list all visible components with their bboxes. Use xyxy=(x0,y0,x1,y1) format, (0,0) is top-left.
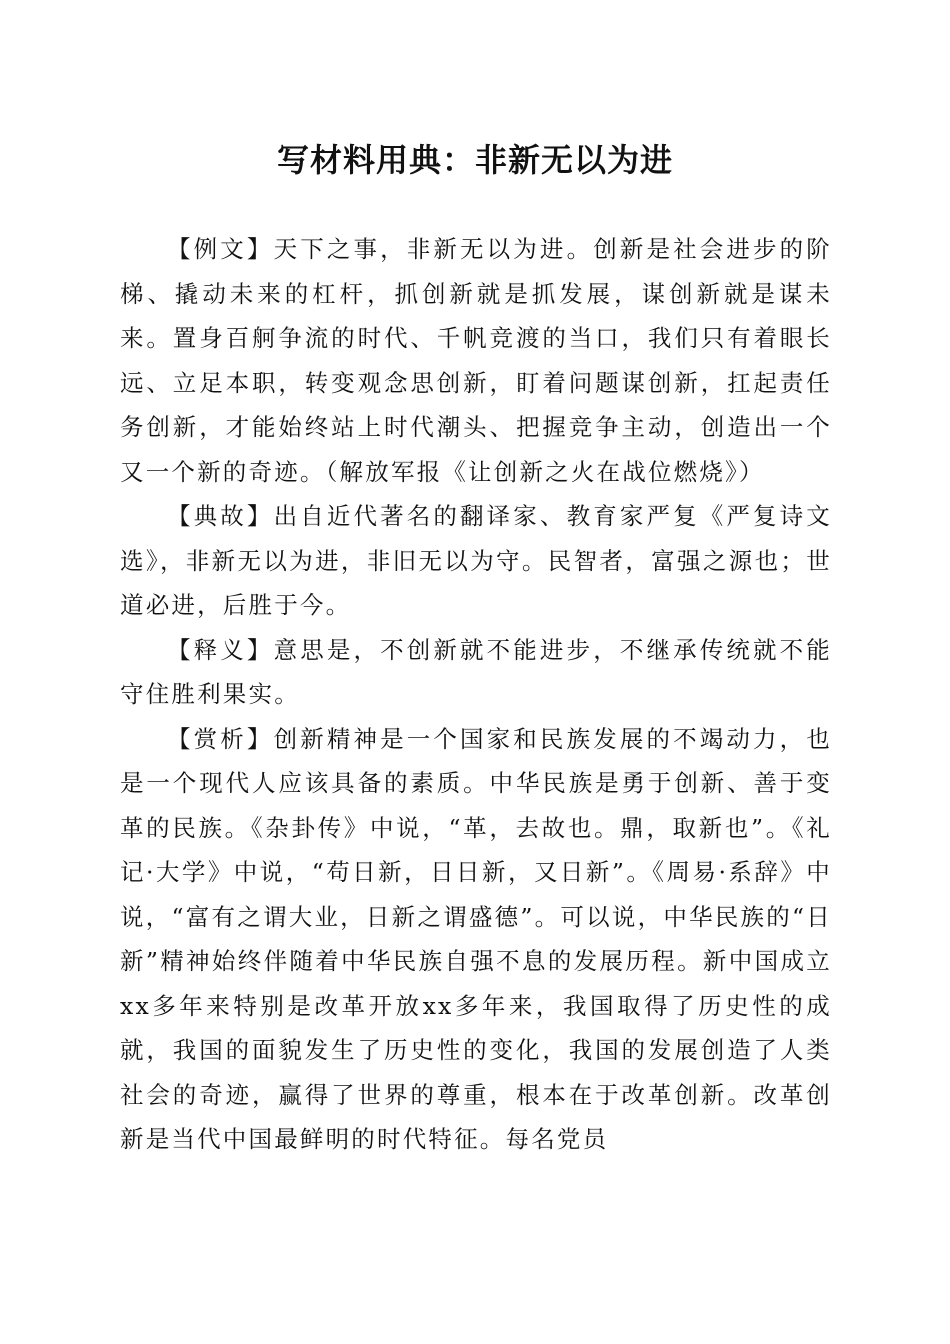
document-body xyxy=(120,227,832,1162)
paragraph-text: 天下之事，非新无以为进。创新是社会进步的阶梯、撬动未来的杠杆，抓创新就是抓发展，谋创新就是谋未来。置身百舸争流的时代、千帆竞渡的当口，我们只有着眼长远、立足本职，转变观念思创新，盯着问题谋创新，扛起责任务创新，才能始终站上时代潮头、把握竞争主动，创造出一个又一个新的奇迹。（解放军报《让创新之火在战位燃烧》） xyxy=(120,235,832,486)
paragraph-tag: 【典故】 xyxy=(167,502,274,530)
paragraph-text: 意思是，不创新就不能进步，不继承传统就不能守住胜利果实。 xyxy=(120,635,832,708)
paragraph-text: 创新精神是一个国家和民族发展的不竭动力，也是一个现代人应该具备的素质。中华民族是勇于创新、善于变革的民族。《杂卦传》中说，“革，去故也。鼎，取新也”。《礼记·大学》中说，“苟日新，日日新，又日新”。《周易·系辞》中说，“富有之谓大业，日新之谓盛德”。可以说，中华民族的“日新”精神始终伴随着中华民族自强不息的发展历程。新中国成立xx多年来特别是改革开放xx多年来，我国取得了历史性的成就，我国的面貌发生了历史性的变化，我国的发展创造了人类社会的奇迹，赢得了世界的尊重，根本在于改革创新。改革创新是当代中国最鲜明的时代特征。每名党员 xyxy=(120,724,832,1153)
paragraph-text: 出自近代著名的翻译家、教育家严复《严复诗文选》，非新无以为进，非旧无以为守。民智者，富强之源也；世道必进，后胜于今。 xyxy=(120,502,832,619)
paragraph-example xyxy=(120,227,832,494)
paragraph-tag: 【例文】 xyxy=(167,235,274,263)
paragraph-tag: 【赏析】 xyxy=(167,724,274,753)
paragraph-tag: 【释义】 xyxy=(167,635,274,664)
paragraph-appreciation xyxy=(120,717,832,1162)
paragraph-meaning xyxy=(120,628,832,717)
document-title: 写材料用典：非新无以为进 xyxy=(276,141,673,179)
paragraph-allusion xyxy=(120,494,832,628)
